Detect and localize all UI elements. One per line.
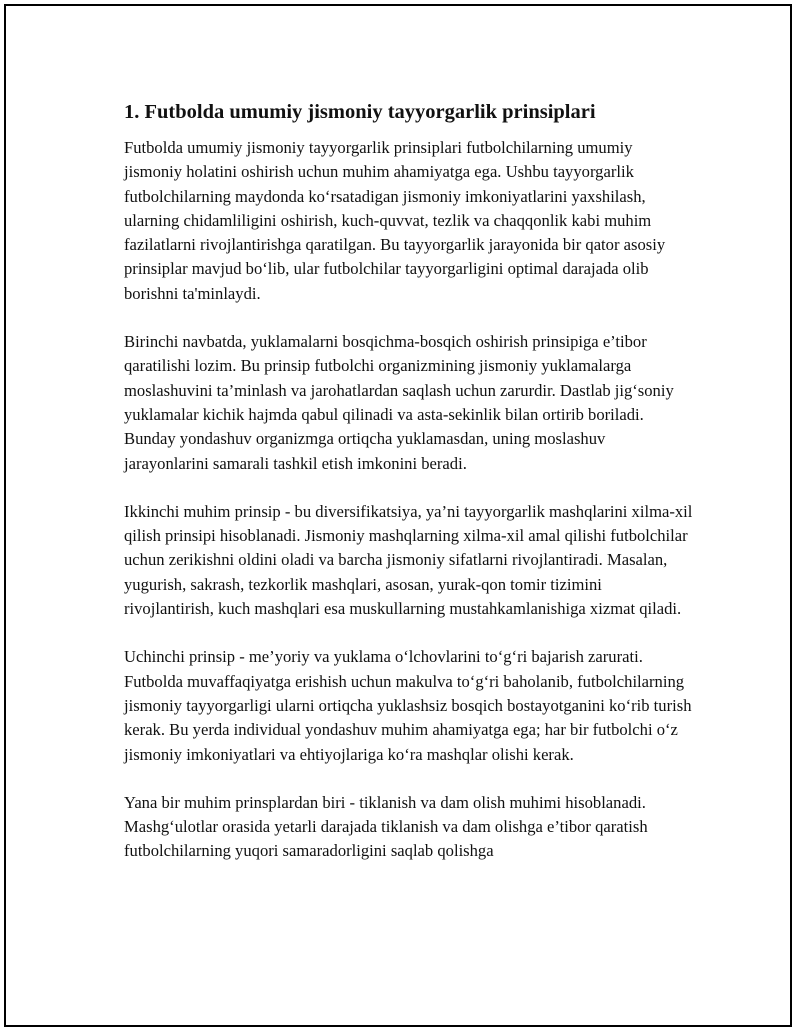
section-heading: 1. Futbolda umumiy jismoniy tayyorgarlik prinsiplari bbox=[124, 101, 596, 123]
paragraph-3: Ikkinchi muhim prinsip - bu diversifikatsiya, ya’ni tayyorgarlik mashqlarini xilma-xil qilish prinsipi hisoblanadi. Jismoniy mashqlarning xilma-xil amal qilishi futbolchilar uchun zerikishni oldini oladi va barcha jismoniy sifatlarni rivojlantiradi. Masalan, yugurish, sakrash, tezkorlik mashqlari, asosan, yurak-qon tomir tizimini rivojlantirish, kuch mashqlari esa muskullarning mustahkamlanishiga xizmat qiladi. bbox=[124, 501, 693, 619]
paragraph-2: Birinchi navbatda, yuklamalarni bosqichma-bosqich oshirish prinsipiga e’tibor qaratilishi lozim. Bu prinsip futbolchi organizmining jismoniy yuklamalarga moslashuvini ta’minlash va jarohatlardan saqlash uchun zarurdir. Dastlab jig‘soniy yuklamalar kichik hajmda qabul qilinadi va asta-sekinlik bilan ortirib boriladi. Bunday yondashuv organizmga ortiqcha yuklamasdan, uning moslashuv jarayonlarini samarali tashkil etish imkonini beradi. bbox=[124, 332, 674, 473]
paragraph-4: Uchinchi prinsip - me’yoriy va yuklama o‘lchovlarini to‘g‘ri bajarish zarurati. Futbolda muvaffaqiyatga erishish uchun makulva to‘g‘ri baholanib, futbolchilarning jismoniy tayyorgarligi ularni ortiqcha yuklashsiz bosqich bostayotganini ko‘rib turish kerak. Bu yerda individual yondashuv muhim ahamiyatga ega; har bir futbolchi o‘z jismoniy imkoniyatlari va ehtiyojlariga ko‘ra mashqlar olishi kerak. bbox=[124, 647, 692, 764]
document-body bbox=[124, 98, 694, 864]
page-frame bbox=[4, 4, 792, 1027]
paragraph-5: Yana bir muhim prinsplardan biri - tiklanish va dam olish muhimi hisoblanadi. Mashg‘ulotlar orasida yetarli darajada tiklanish va dam olishga e’tibor qaratish futbolchilarning yuqori samaradorligini saqlab qolishga bbox=[124, 792, 648, 861]
paragraph-1: Futbolda umumiy jismoniy tayyorgarlik prinsiplari futbolchilarning umumiy jismoniy holatini oshirish uchun muhim ahamiyatga ega. Ushbu tayyorgarlik futbolchilarning maydonda ko‘rsatadigan jismoniy imkoniyatlarini yaxshilash, ularning chidamliligini oshirish, kuch-quvvat, tezlik va chaqqonlik kabi muhim fazilatlarni rivojlantirishga qaratilgan. Bu tayyorgarlik jarayonida bir qator asosiy prinsiplar mavjud bo‘lib, ular futbolchilar tayyorgarligini optimal darajada olib borishni ta'minlaydi. bbox=[124, 138, 666, 303]
